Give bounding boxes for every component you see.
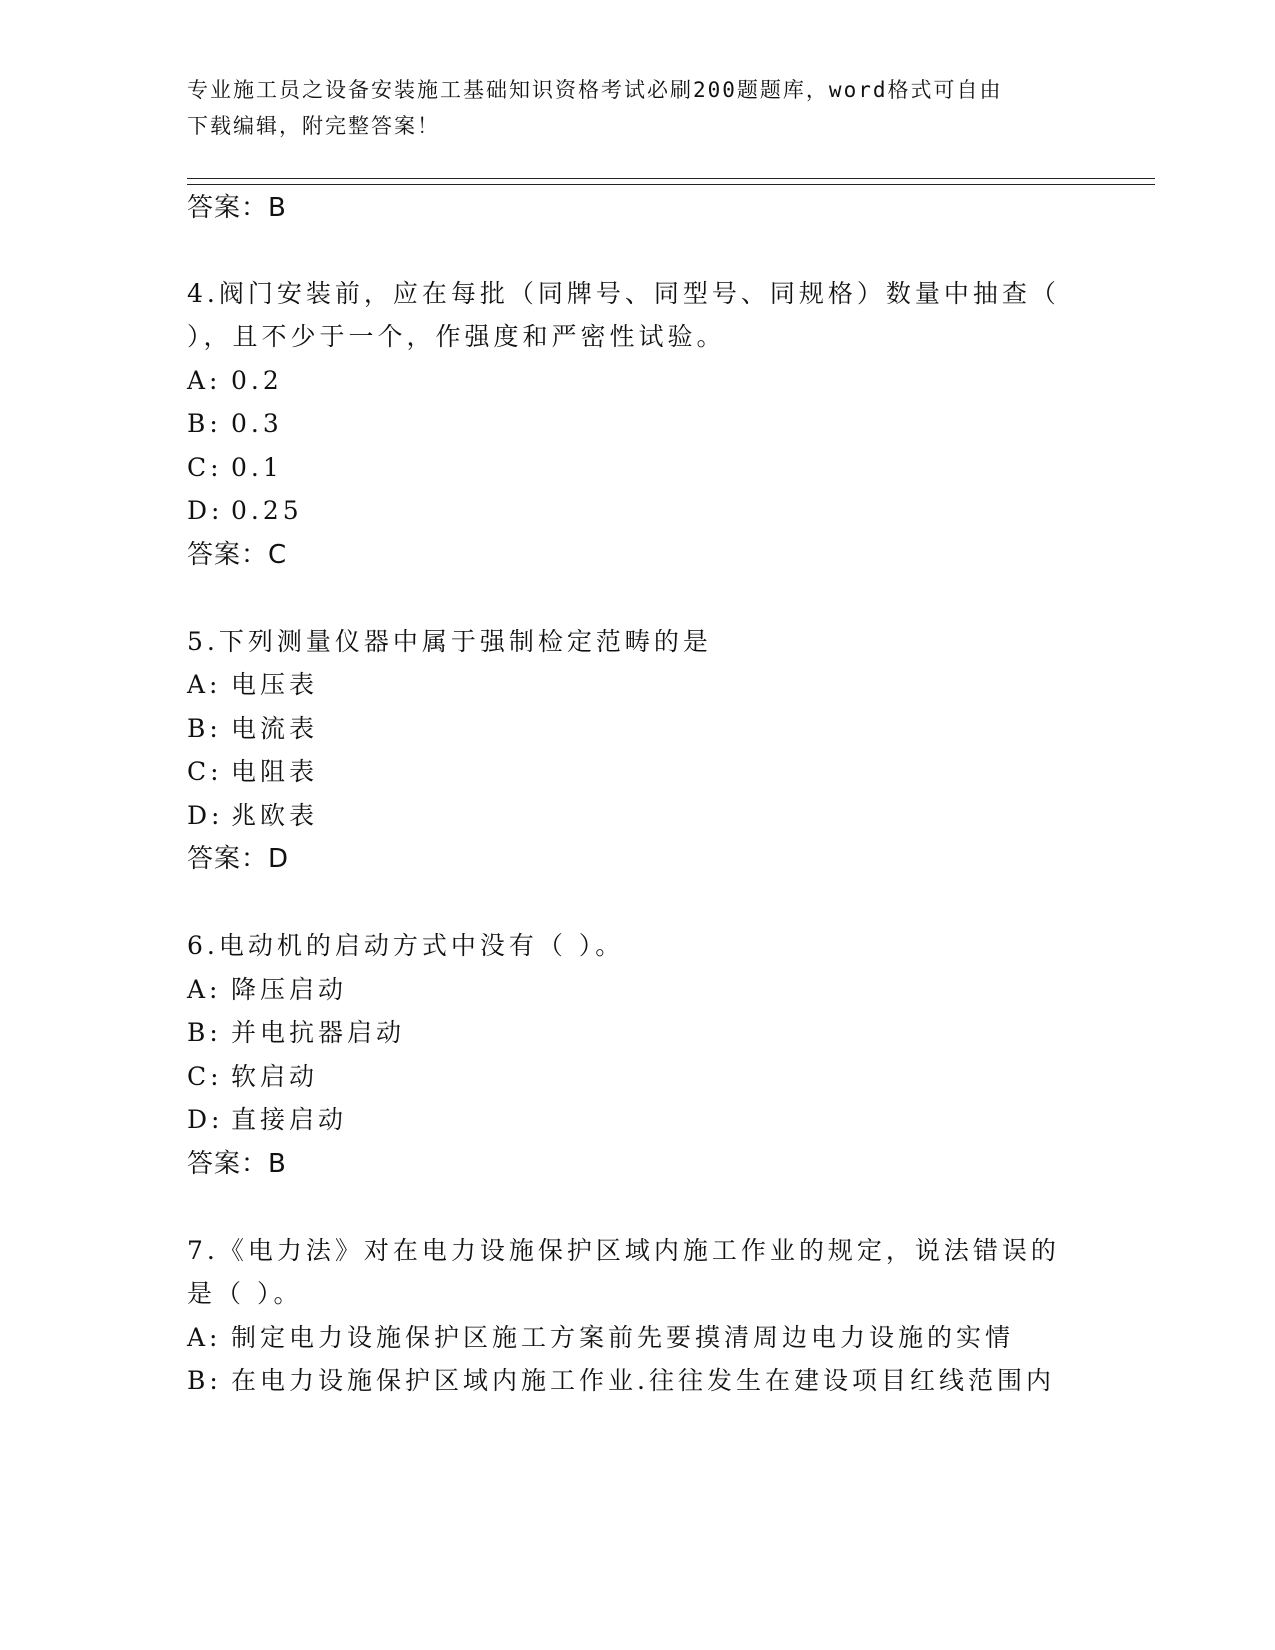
question-5-option-d: D: 兆欧表 bbox=[187, 801, 319, 830]
question-5-option-c: C: 电阻表 bbox=[187, 757, 319, 786]
question-4-option-d: D: 0.25 bbox=[187, 496, 303, 525]
question-4-stem-line-1: 4.阀门安装前，应在每批（同牌号、同型号、同规格）数量中抽查（ bbox=[187, 279, 1060, 308]
answer-q4: 答案：C bbox=[187, 540, 288, 570]
answer-q3: 答案：B bbox=[187, 193, 287, 223]
question-5-option-a: A: 电压表 bbox=[187, 670, 319, 699]
question-6-option-d: D: 直接启动 bbox=[187, 1105, 348, 1134]
question-6-stem-line-1: 6.电动机的启动方式中没有（ ）。 bbox=[187, 931, 625, 960]
header-divider-top bbox=[187, 178, 1155, 179]
question-4-stem-line-2: ），且不少于一个，作强度和严密性试验。 bbox=[187, 322, 726, 351]
question-6-option-a: A: 降压启动 bbox=[187, 975, 348, 1004]
header-line-1: 专业施工员之设备安装施工基础知识资格考试必刷200题题库，word格式可自由 bbox=[187, 78, 1003, 102]
question-6-option-b: B: 并电抗器启动 bbox=[187, 1018, 406, 1047]
question-4-option-b: B: 0.3 bbox=[187, 409, 283, 438]
question-7-option-a: A: 制定电力设施保护区施工方案前先要摸清周边电力设施的实情 bbox=[187, 1323, 1015, 1352]
answer-q6: 答案：B bbox=[187, 1149, 287, 1179]
question-7-stem-line-2: 是（ ）。 bbox=[187, 1279, 303, 1308]
question-5-stem-line-1: 5.下列测量仪器中属于强制检定范畴的是 bbox=[187, 627, 712, 656]
answer-q5: 答案：D bbox=[187, 844, 290, 874]
question-4-option-a: A: 0.2 bbox=[187, 366, 283, 395]
header-line-2: 下载编辑，附完整答案！ bbox=[187, 114, 440, 138]
question-7-stem-line-1: 7.《电力法》对在电力设施保护区域内施工作业的规定，说法错误的 bbox=[187, 1236, 1060, 1265]
header-divider-bottom bbox=[187, 184, 1155, 185]
question-6-option-c: C: 软启动 bbox=[187, 1062, 319, 1091]
document-header bbox=[187, 72, 1087, 144]
question-5-option-b: B: 电流表 bbox=[187, 714, 319, 743]
question-7-option-b: B: 在电力设施保护区域内施工作业.往往发生在建设项目红线范围内 bbox=[187, 1366, 1055, 1395]
question-4-option-c: C: 0.1 bbox=[187, 453, 283, 482]
